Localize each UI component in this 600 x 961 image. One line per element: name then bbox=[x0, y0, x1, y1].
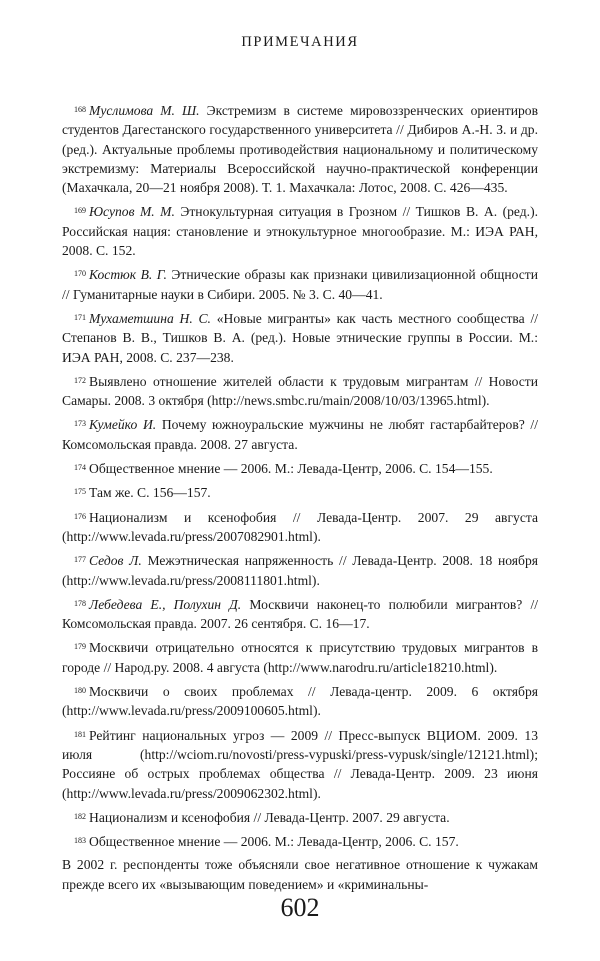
endnote-text: Общественное мнение — 2006. М.: Левада-Центр, 2006. С. 157. bbox=[89, 834, 459, 850]
endnote-author: Юсупов М. М. bbox=[89, 204, 175, 220]
endnote-text: Этнические образы как признаки цивилизационной общности // Гуманитарные науки в Сибири. 2005. № 3. С. 40—41. bbox=[62, 267, 538, 302]
endnote-text: Общественное мнение — 2006. М.: Левада-Центр, 2006. С. 154—155. bbox=[89, 461, 493, 477]
endnote bbox=[62, 371, 538, 411]
page-number: 602 bbox=[280, 893, 320, 922]
endnote-author: Мухаметшина Н. С. bbox=[89, 310, 211, 326]
endnote-number: 182 bbox=[74, 811, 86, 821]
endnote-number: 172 bbox=[74, 375, 86, 385]
endnote-number: 169 bbox=[74, 206, 86, 216]
endnote-number: 176 bbox=[74, 511, 86, 521]
endnote bbox=[62, 831, 538, 851]
endnote-number: 173 bbox=[74, 419, 86, 429]
endnote-author: Муслимова М. Ш. bbox=[89, 103, 200, 118]
endnote-continuation: В 2002 г. респонденты тоже объясняли свое негативное отношение к чужакам прежде всего их «вызывающим поведением» и «криминальны- bbox=[62, 857, 538, 892]
endnote bbox=[62, 100, 538, 197]
endnote-text: Этнокультурная ситуация в Грозном // Тишков В. А. (ред.). Российская нация: становление и этнокультурное многообразие. М.: ИЭА РАН, 2008. С. 152. bbox=[62, 204, 538, 259]
endnote-number: 183 bbox=[74, 836, 86, 846]
endnote-text: «Новые мигранты» как часть местного сообщества // Степанов В. В., Тишков В. А. (ред.). Новые этнические группы в России. М.: ИЭА РАН, 2008. С. 237—238. bbox=[62, 310, 538, 365]
endnote-text: Почему южноуральские мужчины не любят гастарбайтеров? // Комсомольская правда. 2008. 27 августа. bbox=[62, 417, 538, 452]
endnote-text: Экстремизм в системе мировоззренческих ориентиров студентов Дагестанского государственного университета // Дибиров А.-Н. З. и др. (ред.). Актуальные проблемы противодействия национальному и политическому экстремизму: Материалы Всероссийской научно-практической конференции (Махачкала, 20—21 ноября 2008). Т. 1. Махачкала: Лотос, 2008. С. 426—435. bbox=[62, 103, 538, 196]
endnote bbox=[62, 308, 538, 367]
endnote bbox=[62, 550, 538, 590]
endnote-number: 177 bbox=[74, 555, 86, 565]
endnote-number: 170 bbox=[74, 269, 86, 279]
endnotes-list bbox=[62, 100, 538, 894]
endnote-text: Рейтинг национальных угроз — 2009 // Пресс-выпуск ВЦИОМ. 2009. 13 июля (http://wciom.ru/novosti/press-vypuski/press-vypusk/single/12121.html); Россияне об острых проблемах общества // Левада-Центр. 2009. 23 июня (http://www.levada.ru/press/2009062302.html). bbox=[62, 727, 538, 801]
endnote-text: Межэтническая напряженность // Левада-Центр. 2008. 18 ноября (http://www.levada.ru/press/2008111801.html). bbox=[62, 553, 538, 588]
endnote-author: Лебедева Е., Полухин Д. bbox=[89, 596, 242, 612]
endnote-number: 175 bbox=[74, 487, 86, 497]
endnote-number: 181 bbox=[74, 729, 86, 739]
endnote-number: 179 bbox=[74, 642, 86, 652]
endnote-text: Москвичи о своих проблемах // Левада-центр. 2009. 6 октября (http://www.levada.ru/press/2009100605.html). bbox=[62, 684, 538, 719]
running-header: ПРИМЕЧАНИЯ bbox=[241, 34, 359, 50]
endnote-text: Национализм и ксенофобия // Левада-Центр. 2007. 29 августа (http://www.levada.ru/press/2007082901.html). bbox=[62, 509, 538, 544]
endnote-text: Москвичи отрицательно относятся к присутствию трудовых мигрантов в городе // Народ.ру. 2008. 4 августа (http://www.narodru.ru/article18210.html). bbox=[62, 640, 538, 675]
endnote bbox=[62, 725, 538, 803]
endnote-author: Костюк В. Г. bbox=[89, 267, 167, 283]
endnote bbox=[62, 458, 538, 478]
endnote-text: Москвичи наконец-то полюбили мигрантов? // Комсомольская правда. 2007. 26 сентября. С. 16—17. bbox=[62, 596, 539, 632]
endnote bbox=[62, 637, 538, 677]
endnote bbox=[62, 201, 538, 260]
endnote bbox=[62, 482, 538, 502]
endnote-author: Кумейко И. bbox=[89, 417, 157, 433]
endnote bbox=[62, 807, 538, 827]
endnote-text: Там же. С. 156—157. bbox=[89, 485, 211, 501]
endnote-text: Национализм и ксенофобия // Левада-Центр. 2007. 29 августа. bbox=[89, 809, 450, 825]
endnote bbox=[62, 414, 538, 454]
endnote-number: 178 bbox=[74, 598, 86, 608]
endnote bbox=[62, 507, 538, 547]
endnote-number: 168 bbox=[74, 105, 86, 114]
endnote-number: 171 bbox=[74, 312, 86, 322]
endnote bbox=[62, 594, 538, 634]
endnote-number: 174 bbox=[74, 463, 86, 473]
endnote-number: 180 bbox=[74, 686, 86, 696]
endnote bbox=[62, 264, 538, 304]
endnote-text: Выявлено отношение жителей области к трудовым мигрантам // Новости Самары. 2008. 3 октября (http://news.smbc.ru/main/2008/10/03/13965.html). bbox=[62, 373, 538, 409]
endnote bbox=[62, 681, 538, 721]
endnote-author: Седов Л. bbox=[89, 553, 142, 569]
